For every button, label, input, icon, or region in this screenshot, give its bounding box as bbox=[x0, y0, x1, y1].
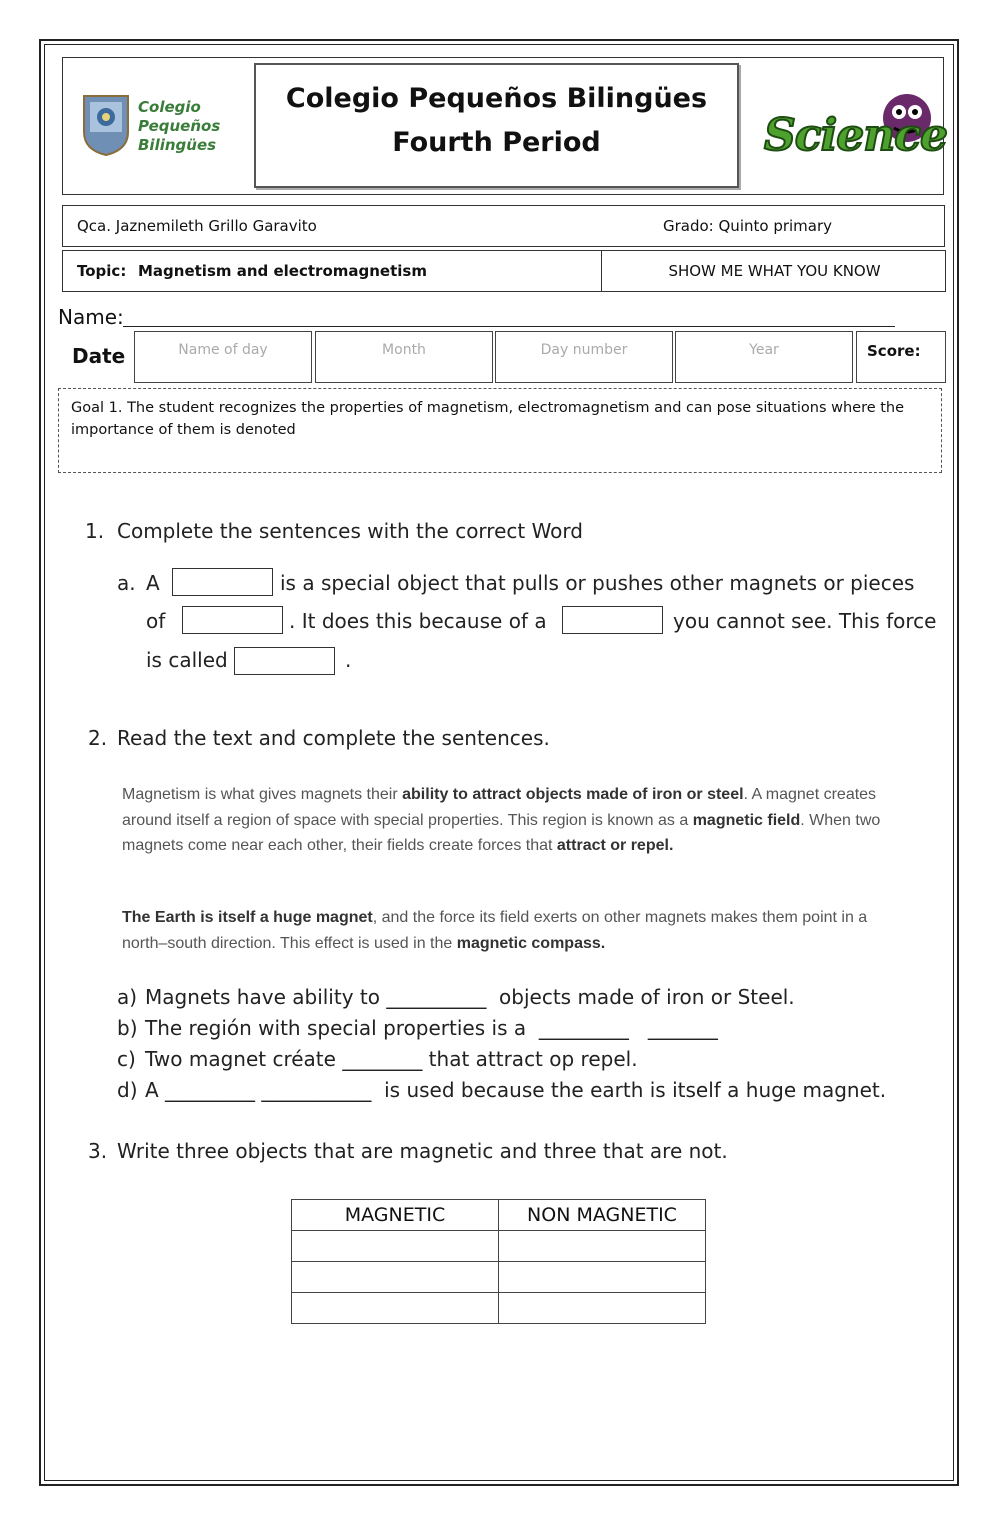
date-day-number[interactable]: Day number bbox=[495, 331, 673, 383]
q1-text: Complete the sentences with the correct Word bbox=[117, 519, 583, 543]
name-label: Name: bbox=[58, 305, 124, 329]
date-year[interactable]: Year bbox=[675, 331, 853, 383]
topic-row bbox=[62, 250, 946, 292]
magnetic-cell-1[interactable] bbox=[292, 1231, 499, 1262]
school-title: Colegio Pequeños Bilingües bbox=[285, 83, 708, 114]
q2-item-c: Two magnet créate ________ that attract op repel. bbox=[145, 1047, 638, 1071]
passage1-seg-5: attract or repel. bbox=[556, 837, 674, 854]
goal-box: Goal 1. The student recognizes the properties of magnetism, electromagnetism and can pose situations where the importance of them is denoted bbox=[58, 388, 942, 473]
passage-paragraph-1 bbox=[122, 782, 897, 859]
q1-part2: is a special object that pulls or pushes other magnets or pieces bbox=[280, 571, 915, 595]
date-month[interactable]: Month bbox=[315, 331, 493, 383]
q1-blank-3[interactable] bbox=[562, 606, 663, 634]
non-magnetic-cell-1[interactable] bbox=[499, 1231, 706, 1262]
non-magnetic-header: NON MAGNETIC bbox=[499, 1200, 706, 1231]
topic-label: Topic: bbox=[77, 262, 127, 280]
passage1-seg-0: Magnetism is what gives magnets their bbox=[122, 786, 403, 803]
table-row bbox=[292, 1231, 706, 1262]
name-line[interactable] bbox=[123, 326, 895, 327]
q1-item-label: a. bbox=[117, 571, 136, 595]
table-row bbox=[292, 1262, 706, 1293]
q2-item-c-label: c) bbox=[117, 1047, 136, 1071]
q1-part6: is called bbox=[146, 648, 228, 672]
teacher-name: Qca. Jaznemileth Grillo Garavito bbox=[77, 217, 317, 235]
topic-text: Magnetism and electromagnetism bbox=[138, 262, 427, 280]
magnetic-table bbox=[291, 1199, 706, 1324]
school-logo-text: Colegio Pequeños Bilingües bbox=[138, 98, 221, 154]
magnetic-cell-3[interactable] bbox=[292, 1293, 499, 1324]
q2-number: 2. bbox=[88, 726, 108, 750]
passage2-seg-2: magnetic compass. bbox=[456, 934, 606, 952]
q1-part7: . bbox=[345, 648, 352, 672]
non-magnetic-cell-3[interactable] bbox=[499, 1293, 706, 1324]
science-logo-text: Science bbox=[764, 110, 948, 161]
date-label: Date bbox=[72, 344, 126, 368]
q2-item-d: A _________ ___________ is used because the earth is itself a huge magnet. bbox=[145, 1078, 887, 1102]
show-me-text: SHOW ME WHAT YOU KNOW bbox=[601, 251, 947, 291]
q1-blank-4[interactable] bbox=[234, 647, 335, 675]
q2-item-a: Magnets have ability to __________ objects made of iron or Steel. bbox=[145, 985, 795, 1009]
q2-text: Read the text and complete the sentences. bbox=[117, 726, 550, 750]
q2-item-d-label: d) bbox=[117, 1078, 138, 1102]
q1-blank-2[interactable] bbox=[182, 606, 283, 634]
grade-text: Grado: Quinto primary bbox=[663, 217, 833, 235]
non-magnetic-cell-2[interactable] bbox=[499, 1262, 706, 1293]
q1-part1: A bbox=[146, 571, 160, 595]
q1-blank-1[interactable] bbox=[172, 568, 273, 596]
passage1-seg-2: . A magnet creates around itself a region of space with special properties. This region is known as a bbox=[122, 786, 877, 829]
period-title: Fourth Period bbox=[392, 127, 601, 158]
title-box bbox=[254, 63, 739, 188]
science-logo bbox=[762, 88, 948, 180]
passage2-seg-1: , and the force its field exerts on other magnets makes them point in a north–south direction. This effect is used in the bbox=[122, 909, 868, 952]
teacher-row bbox=[62, 205, 945, 247]
q1-number: 1. bbox=[85, 519, 105, 543]
passage1-seg-3: magnetic field bbox=[692, 811, 801, 829]
date-day-name[interactable]: Name of day bbox=[134, 331, 312, 383]
q2-item-b: The región with special properties is a _________ _______ bbox=[145, 1016, 718, 1040]
q1-part3: of bbox=[146, 609, 166, 633]
q2-item-a-label: a) bbox=[117, 985, 138, 1009]
passage1-seg-4: . When two magnets come near each other, their fields create forces that bbox=[122, 811, 881, 854]
score-box[interactable]: Score: bbox=[856, 331, 946, 383]
q1-part5: you cannot see. This force bbox=[673, 609, 937, 633]
passage-paragraph-2 bbox=[122, 905, 897, 956]
school-logo bbox=[80, 92, 245, 157]
magnetic-header: MAGNETIC bbox=[292, 1200, 499, 1231]
passage2-seg-0: The Earth is itself a huge magnet bbox=[122, 909, 373, 926]
q2-item-b-label: b) bbox=[117, 1016, 138, 1040]
passage1-seg-1: ability to attract objects made of iron or steel bbox=[402, 786, 744, 803]
table-header-row bbox=[292, 1200, 706, 1231]
q1-part4: . It does this because of a bbox=[289, 609, 547, 633]
q3-number: 3. bbox=[88, 1139, 108, 1163]
magnetic-cell-2[interactable] bbox=[292, 1262, 499, 1293]
table-row bbox=[292, 1293, 706, 1324]
q3-text: Write three objects that are magnetic and three that are not. bbox=[117, 1139, 728, 1163]
